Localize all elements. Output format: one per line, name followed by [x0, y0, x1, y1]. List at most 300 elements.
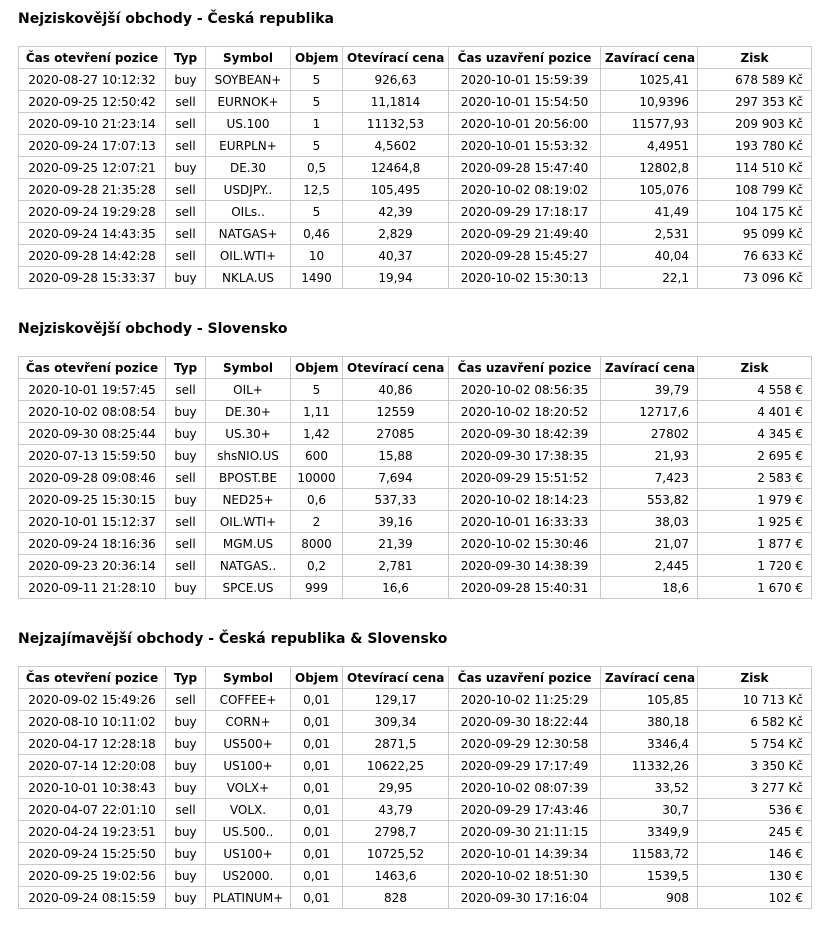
- table-row: [19, 799, 812, 821]
- table-header-row: [19, 667, 812, 689]
- cell-close-time: 2020-10-01 15:54:50: [449, 91, 601, 113]
- cell-close-time: 2020-09-30 17:16:04: [449, 887, 601, 909]
- table-row: [19, 555, 812, 577]
- trades-table: [18, 666, 812, 909]
- table-row: [19, 223, 812, 245]
- cell-volume: 0,2: [291, 555, 343, 577]
- cell-volume: 12,5: [291, 179, 343, 201]
- cell-close-time: 2020-10-02 15:30:13: [449, 267, 601, 289]
- cell-profit: 4 345 €: [698, 423, 812, 445]
- column-header-close-price: Zavírací cena: [601, 667, 698, 689]
- table-row: [19, 821, 812, 843]
- cell-profit: 209 903 Kč: [698, 113, 812, 135]
- table-row: [19, 423, 812, 445]
- cell-type: sell: [166, 91, 206, 113]
- cell-type: sell: [166, 799, 206, 821]
- cell-type: sell: [166, 533, 206, 555]
- cell-type: buy: [166, 777, 206, 799]
- column-header-type: Typ: [166, 667, 206, 689]
- cell-open-price: 12559: [343, 401, 449, 423]
- cell-open-price: 2,781: [343, 555, 449, 577]
- table-row: [19, 755, 812, 777]
- cell-symbol: VOLX.: [206, 799, 291, 821]
- table-row: [19, 865, 812, 887]
- cell-type: buy: [166, 401, 206, 423]
- cell-open-time: 2020-07-14 12:20:08: [19, 755, 166, 777]
- cell-close-time: 2020-09-30 14:38:39: [449, 555, 601, 577]
- cell-open-price: 39,16: [343, 511, 449, 533]
- cell-symbol: NATGAS..: [206, 555, 291, 577]
- cell-open-time: 2020-04-07 22:01:10: [19, 799, 166, 821]
- cell-profit: 104 175 Kč: [698, 201, 812, 223]
- cell-open-time: 2020-04-17 12:28:18: [19, 733, 166, 755]
- cell-open-price: 10622,25: [343, 755, 449, 777]
- trades-table: [18, 356, 812, 599]
- cell-volume: 1,11: [291, 401, 343, 423]
- cell-close-price: 39,79: [601, 379, 698, 401]
- cell-close-price: 553,82: [601, 489, 698, 511]
- section-title: Nejziskovější obchody - Slovensko: [18, 321, 288, 337]
- column-header-open-price: Otevírací cena: [343, 357, 449, 379]
- section-cz: [18, 9, 812, 285]
- cell-close-time: 2020-10-01 20:56:00: [449, 113, 601, 135]
- cell-close-price: 908: [601, 887, 698, 909]
- section-title: Nejzajímavější obchody - Česká republika & Slovensko: [18, 631, 448, 647]
- cell-symbol: CORN+: [206, 711, 291, 733]
- column-header-symbol: Symbol: [206, 667, 291, 689]
- column-header-open-price: Otevírací cena: [343, 47, 449, 69]
- cell-close-time: 2020-10-02 08:56:35: [449, 379, 601, 401]
- cell-type: sell: [166, 113, 206, 135]
- section-sk: [18, 319, 812, 595]
- cell-volume: 0,01: [291, 733, 343, 755]
- table-row: [19, 135, 812, 157]
- cell-profit: 1 925 €: [698, 511, 812, 533]
- cell-profit: 95 099 Kč: [698, 223, 812, 245]
- cell-volume: 5: [291, 91, 343, 113]
- cell-open-price: 19,94: [343, 267, 449, 289]
- cell-close-time: 2020-09-30 18:42:39: [449, 423, 601, 445]
- cell-open-price: 11,1814: [343, 91, 449, 113]
- cell-close-price: 105,85: [601, 689, 698, 711]
- column-header-volume: Objem: [291, 47, 343, 69]
- cell-profit: 146 €: [698, 843, 812, 865]
- cell-open-time: 2020-09-25 15:30:15: [19, 489, 166, 511]
- cell-open-price: 21,39: [343, 533, 449, 555]
- cell-close-time: 2020-10-01 14:39:34: [449, 843, 601, 865]
- cell-open-time: 2020-10-01 15:12:37: [19, 511, 166, 533]
- cell-close-price: 1025,41: [601, 69, 698, 91]
- cell-symbol: NED25+: [206, 489, 291, 511]
- cell-symbol: US.100: [206, 113, 291, 135]
- table-row: [19, 733, 812, 755]
- cell-open-time: 2020-09-24 17:07:13: [19, 135, 166, 157]
- table-row: [19, 179, 812, 201]
- cell-open-price: 11132,53: [343, 113, 449, 135]
- cell-symbol: OIL.WTI+: [206, 511, 291, 533]
- cell-type: buy: [166, 267, 206, 289]
- cell-profit: 4 558 €: [698, 379, 812, 401]
- cell-symbol: MGM.US: [206, 533, 291, 555]
- cell-profit: 108 799 Kč: [698, 179, 812, 201]
- cell-type: buy: [166, 755, 206, 777]
- table-row: [19, 689, 812, 711]
- cell-symbol: DE.30+: [206, 401, 291, 423]
- cell-volume: 10: [291, 245, 343, 267]
- column-header-close-price: Zavírací cena: [601, 357, 698, 379]
- cell-profit: 2 695 €: [698, 445, 812, 467]
- cell-open-time: 2020-09-24 08:15:59: [19, 887, 166, 909]
- column-header-open-time: Čas otevření pozice: [19, 667, 166, 689]
- cell-close-time: 2020-09-29 17:18:17: [449, 201, 601, 223]
- table-row: [19, 267, 812, 289]
- cell-volume: 1490: [291, 267, 343, 289]
- cell-close-time: 2020-09-29 17:17:49: [449, 755, 601, 777]
- cell-volume: 0,01: [291, 799, 343, 821]
- cell-volume: 0,5: [291, 157, 343, 179]
- cell-close-time: 2020-09-28 15:47:40: [449, 157, 601, 179]
- table-row: [19, 711, 812, 733]
- table-row: [19, 577, 812, 599]
- column-header-close-time: Čas uzavření pozice: [449, 47, 601, 69]
- cell-volume: 2: [291, 511, 343, 533]
- cell-volume: 0,01: [291, 843, 343, 865]
- cell-symbol: SOYBEAN+: [206, 69, 291, 91]
- cell-symbol: US500+: [206, 733, 291, 755]
- cell-close-price: 38,03: [601, 511, 698, 533]
- cell-open-time: 2020-09-24 19:29:28: [19, 201, 166, 223]
- cell-type: sell: [166, 201, 206, 223]
- cell-open-price: 40,86: [343, 379, 449, 401]
- cell-close-price: 11577,93: [601, 113, 698, 135]
- cell-close-price: 105,076: [601, 179, 698, 201]
- cell-close-price: 40,04: [601, 245, 698, 267]
- cell-open-time: 2020-08-27 10:12:32: [19, 69, 166, 91]
- cell-open-time: 2020-09-24 14:43:35: [19, 223, 166, 245]
- cell-close-time: 2020-10-02 08:07:39: [449, 777, 601, 799]
- cell-close-time: 2020-09-30 17:38:35: [449, 445, 601, 467]
- cell-symbol: USDJPY..: [206, 179, 291, 201]
- cell-symbol: EURPLN+: [206, 135, 291, 157]
- cell-open-price: 129,17: [343, 689, 449, 711]
- cell-open-price: 40,37: [343, 245, 449, 267]
- cell-profit: 3 277 Kč: [698, 777, 812, 799]
- cell-profit: 2 583 €: [698, 467, 812, 489]
- cell-open-price: 15,88: [343, 445, 449, 467]
- cell-volume: 0,01: [291, 865, 343, 887]
- table-row: [19, 511, 812, 533]
- cell-open-price: 10725,52: [343, 843, 449, 865]
- cell-close-time: 2020-10-02 15:30:46: [449, 533, 601, 555]
- column-header-profit: Zisk: [698, 47, 812, 69]
- table-row: [19, 401, 812, 423]
- cell-type: sell: [166, 135, 206, 157]
- column-header-profit: Zisk: [698, 667, 812, 689]
- column-header-close-time: Čas uzavření pozice: [449, 357, 601, 379]
- cell-volume: 10000: [291, 467, 343, 489]
- cell-type: buy: [166, 711, 206, 733]
- cell-symbol: NATGAS+: [206, 223, 291, 245]
- cell-close-price: 22,1: [601, 267, 698, 289]
- cell-profit: 1 979 €: [698, 489, 812, 511]
- cell-profit: 76 633 Kč: [698, 245, 812, 267]
- table-row: [19, 445, 812, 467]
- cell-close-price: 33,52: [601, 777, 698, 799]
- cell-open-price: 828: [343, 887, 449, 909]
- cell-close-price: 41,49: [601, 201, 698, 223]
- cell-open-price: 42,39: [343, 201, 449, 223]
- cell-close-price: 21,93: [601, 445, 698, 467]
- cell-volume: 5: [291, 69, 343, 91]
- table-row: [19, 245, 812, 267]
- cell-open-time: 2020-09-11 21:28:10: [19, 577, 166, 599]
- cell-close-time: 2020-10-02 18:20:52: [449, 401, 601, 423]
- column-header-type: Typ: [166, 357, 206, 379]
- cell-profit: 6 582 Kč: [698, 711, 812, 733]
- cell-symbol: OIL+: [206, 379, 291, 401]
- cell-type: sell: [166, 511, 206, 533]
- cell-close-time: 2020-09-29 17:43:46: [449, 799, 601, 821]
- table-row: [19, 887, 812, 909]
- cell-open-price: 537,33: [343, 489, 449, 511]
- cell-open-time: 2020-07-13 15:59:50: [19, 445, 166, 467]
- cell-profit: 114 510 Kč: [698, 157, 812, 179]
- cell-profit: 245 €: [698, 821, 812, 843]
- cell-close-price: 11583,72: [601, 843, 698, 865]
- table-row: [19, 157, 812, 179]
- cell-type: buy: [166, 733, 206, 755]
- cell-close-price: 10,9396: [601, 91, 698, 113]
- column-header-symbol: Symbol: [206, 357, 291, 379]
- table-row: [19, 69, 812, 91]
- table-row: [19, 91, 812, 113]
- cell-type: buy: [166, 445, 206, 467]
- cell-close-price: 27802: [601, 423, 698, 445]
- cell-close-price: 380,18: [601, 711, 698, 733]
- cell-symbol: shsNIO.US: [206, 445, 291, 467]
- cell-volume: 5: [291, 379, 343, 401]
- cell-symbol: US2000.: [206, 865, 291, 887]
- cell-close-time: 2020-09-29 12:30:58: [449, 733, 601, 755]
- cell-type: buy: [166, 821, 206, 843]
- table-row: [19, 489, 812, 511]
- cell-open-time: 2020-09-30 08:25:44: [19, 423, 166, 445]
- table-row: [19, 379, 812, 401]
- cell-symbol: OILs..: [206, 201, 291, 223]
- cell-open-time: 2020-09-25 12:50:42: [19, 91, 166, 113]
- cell-close-time: 2020-10-02 11:25:29: [449, 689, 601, 711]
- cell-profit: 1 720 €: [698, 555, 812, 577]
- cell-open-time: 2020-09-24 18:16:36: [19, 533, 166, 555]
- cell-close-price: 4,4951: [601, 135, 698, 157]
- column-header-symbol: Symbol: [206, 47, 291, 69]
- table-row: [19, 777, 812, 799]
- cell-open-time: 2020-09-25 12:07:21: [19, 157, 166, 179]
- table-row: [19, 201, 812, 223]
- cell-type: sell: [166, 179, 206, 201]
- cell-open-time: 2020-09-28 21:35:28: [19, 179, 166, 201]
- cell-type: buy: [166, 843, 206, 865]
- cell-volume: 5: [291, 201, 343, 223]
- column-header-profit: Zisk: [698, 357, 812, 379]
- cell-close-price: 11332,26: [601, 755, 698, 777]
- cell-open-price: 7,694: [343, 467, 449, 489]
- cell-profit: 5 754 Kč: [698, 733, 812, 755]
- cell-close-price: 30,7: [601, 799, 698, 821]
- column-header-open-time: Čas otevření pozice: [19, 357, 166, 379]
- cell-profit: 4 401 €: [698, 401, 812, 423]
- cell-volume: 1,42: [291, 423, 343, 445]
- cell-close-time: 2020-09-28 15:45:27: [449, 245, 601, 267]
- cell-close-time: 2020-10-02 08:19:02: [449, 179, 601, 201]
- cell-volume: 5: [291, 135, 343, 157]
- table-row: [19, 113, 812, 135]
- cell-profit: 3 350 Kč: [698, 755, 812, 777]
- column-header-type: Typ: [166, 47, 206, 69]
- table-row: [19, 843, 812, 865]
- cell-type: sell: [166, 467, 206, 489]
- cell-profit: 297 353 Kč: [698, 91, 812, 113]
- section-title: Nejziskovější obchody - Česká republika: [18, 11, 334, 27]
- cell-open-time: 2020-09-25 19:02:56: [19, 865, 166, 887]
- table-header-row: [19, 357, 812, 379]
- cell-profit: 1 877 €: [698, 533, 812, 555]
- column-header-volume: Objem: [291, 357, 343, 379]
- cell-symbol: OIL.WTI+: [206, 245, 291, 267]
- cell-open-price: 43,79: [343, 799, 449, 821]
- column-header-close-price: Zavírací cena: [601, 47, 698, 69]
- cell-close-price: 21,07: [601, 533, 698, 555]
- cell-open-time: 2020-09-02 15:49:26: [19, 689, 166, 711]
- column-header-close-time: Čas uzavření pozice: [449, 667, 601, 689]
- cell-symbol: US.30+: [206, 423, 291, 445]
- cell-close-time: 2020-09-30 21:11:15: [449, 821, 601, 843]
- cell-volume: 0,01: [291, 711, 343, 733]
- section-cz-sk: [18, 629, 812, 905]
- cell-profit: 73 096 Kč: [698, 267, 812, 289]
- cell-open-time: 2020-04-24 19:23:51: [19, 821, 166, 843]
- cell-close-price: 2,531: [601, 223, 698, 245]
- cell-close-price: 12802,8: [601, 157, 698, 179]
- cell-close-time: 2020-09-29 21:49:40: [449, 223, 601, 245]
- cell-open-time: 2020-09-24 15:25:50: [19, 843, 166, 865]
- cell-close-time: 2020-10-02 18:14:23: [449, 489, 601, 511]
- cell-type: buy: [166, 577, 206, 599]
- trades-table: [18, 46, 812, 289]
- cell-type: sell: [166, 379, 206, 401]
- cell-volume: 600: [291, 445, 343, 467]
- cell-profit: 536 €: [698, 799, 812, 821]
- cell-volume: 0,01: [291, 755, 343, 777]
- cell-type: sell: [166, 555, 206, 577]
- cell-open-time: 2020-09-28 15:33:37: [19, 267, 166, 289]
- cell-close-price: 2,445: [601, 555, 698, 577]
- cell-open-time: 2020-10-01 10:38:43: [19, 777, 166, 799]
- cell-volume: 8000: [291, 533, 343, 555]
- cell-open-price: 105,495: [343, 179, 449, 201]
- cell-open-price: 16,6: [343, 577, 449, 599]
- cell-open-price: 12464,8: [343, 157, 449, 179]
- cell-volume: 0,46: [291, 223, 343, 245]
- cell-open-price: 309,34: [343, 711, 449, 733]
- cell-type: buy: [166, 887, 206, 909]
- cell-type: sell: [166, 245, 206, 267]
- column-header-volume: Objem: [291, 667, 343, 689]
- cell-profit: 130 €: [698, 865, 812, 887]
- cell-close-price: 18,6: [601, 577, 698, 599]
- cell-symbol: VOLX+: [206, 777, 291, 799]
- cell-type: buy: [166, 865, 206, 887]
- cell-volume: 0,01: [291, 777, 343, 799]
- cell-profit: 10 713 Kč: [698, 689, 812, 711]
- cell-open-price: 926,63: [343, 69, 449, 91]
- cell-symbol: DE.30: [206, 157, 291, 179]
- cell-symbol: PLATINUM+: [206, 887, 291, 909]
- cell-type: sell: [166, 223, 206, 245]
- cell-close-time: 2020-09-28 15:40:31: [449, 577, 601, 599]
- cell-close-time: 2020-09-29 15:51:52: [449, 467, 601, 489]
- table-row: [19, 533, 812, 555]
- cell-close-price: 3346,4: [601, 733, 698, 755]
- cell-open-time: 2020-09-28 09:08:46: [19, 467, 166, 489]
- cell-open-price: 2871,5: [343, 733, 449, 755]
- cell-close-time: 2020-10-01 15:59:39: [449, 69, 601, 91]
- cell-open-time: 2020-09-28 14:42:28: [19, 245, 166, 267]
- cell-symbol: BPOST.BE: [206, 467, 291, 489]
- column-header-open-time: Čas otevření pozice: [19, 47, 166, 69]
- cell-type: buy: [166, 423, 206, 445]
- table-header-row: [19, 47, 812, 69]
- cell-close-price: 1539,5: [601, 865, 698, 887]
- cell-open-time: 2020-10-01 19:57:45: [19, 379, 166, 401]
- cell-open-price: 29,95: [343, 777, 449, 799]
- cell-volume: 0,6: [291, 489, 343, 511]
- cell-symbol: COFFEE+: [206, 689, 291, 711]
- cell-open-price: 2,829: [343, 223, 449, 245]
- cell-symbol: SPCE.US: [206, 577, 291, 599]
- cell-open-price: 1463,6: [343, 865, 449, 887]
- column-header-open-price: Otevírací cena: [343, 667, 449, 689]
- cell-volume: 0,01: [291, 821, 343, 843]
- cell-open-time: 2020-08-10 10:11:02: [19, 711, 166, 733]
- cell-close-price: 3349,9: [601, 821, 698, 843]
- cell-type: sell: [166, 689, 206, 711]
- cell-close-time: 2020-10-01 15:53:32: [449, 135, 601, 157]
- cell-type: buy: [166, 157, 206, 179]
- cell-open-price: 4,5602: [343, 135, 449, 157]
- cell-close-time: 2020-09-30 18:22:44: [449, 711, 601, 733]
- cell-open-time: 2020-10-02 08:08:54: [19, 401, 166, 423]
- cell-type: buy: [166, 69, 206, 91]
- cell-profit: 193 780 Kč: [698, 135, 812, 157]
- cell-close-price: 12717,6: [601, 401, 698, 423]
- cell-open-price: 2798,7: [343, 821, 449, 843]
- cell-symbol: NKLA.US: [206, 267, 291, 289]
- cell-close-time: 2020-10-01 16:33:33: [449, 511, 601, 533]
- cell-volume: 1: [291, 113, 343, 135]
- cell-symbol: US100+: [206, 755, 291, 777]
- cell-symbol: US100+: [206, 843, 291, 865]
- cell-volume: 0,01: [291, 689, 343, 711]
- cell-symbol: US.500..: [206, 821, 291, 843]
- cell-close-price: 7,423: [601, 467, 698, 489]
- cell-profit: 678 589 Kč: [698, 69, 812, 91]
- cell-open-time: 2020-09-10 21:23:14: [19, 113, 166, 135]
- cell-volume: 0,01: [291, 887, 343, 909]
- cell-open-price: 27085: [343, 423, 449, 445]
- cell-profit: 1 670 €: [698, 577, 812, 599]
- cell-type: buy: [166, 489, 206, 511]
